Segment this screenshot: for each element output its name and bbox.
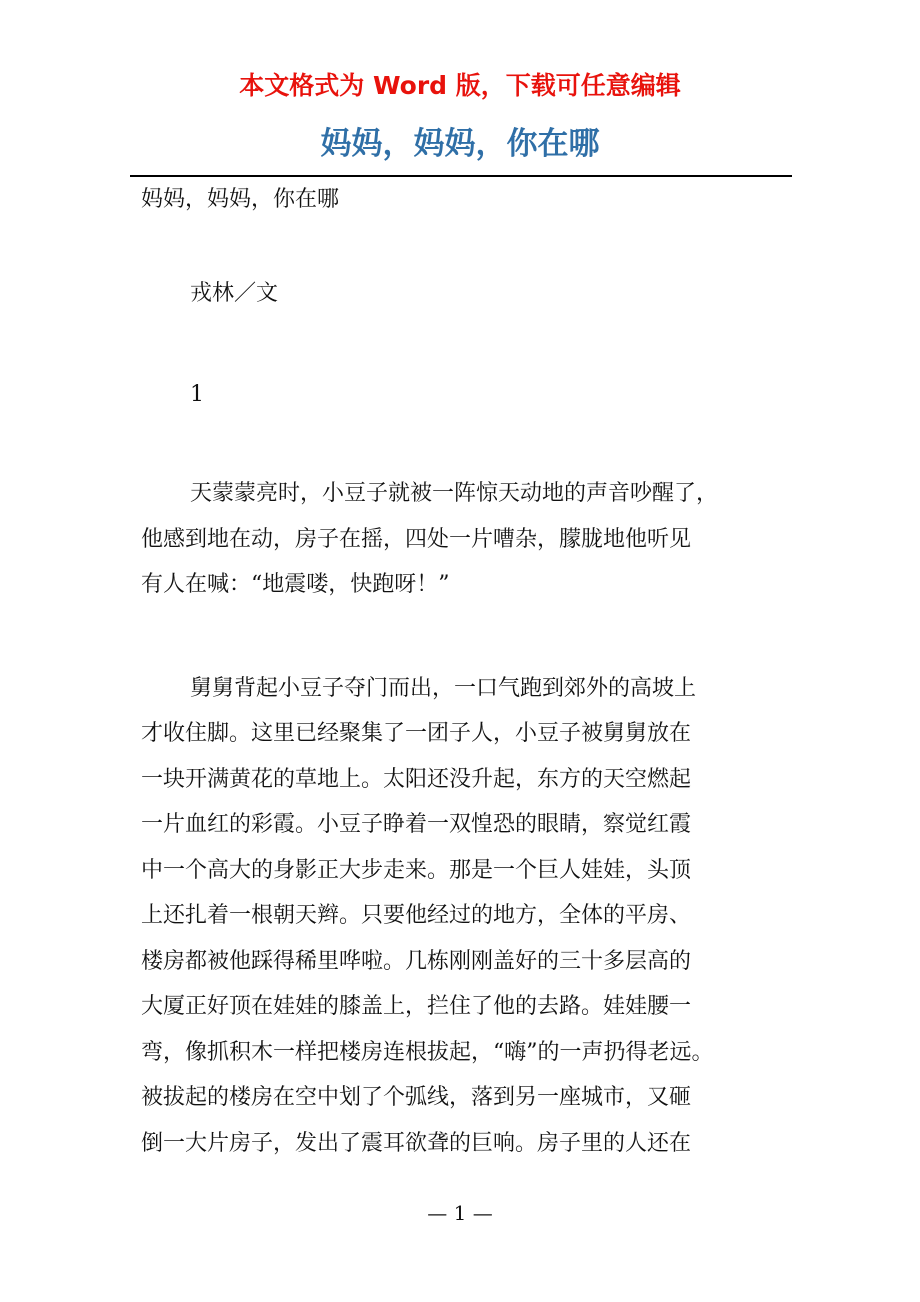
paragraph-line: 中一个高大的身影正大步走来。那是一个巨人娃娃，头顶 bbox=[141, 857, 692, 883]
paragraph-spacer bbox=[141, 317, 801, 372]
paragraph-2 bbox=[141, 666, 801, 1167]
paragraph-line: 一片血红的彩霞。小豆子睁着一双惶恐的眼睛，察觉红霞 bbox=[141, 812, 692, 837]
paragraph-line: 楼房都被他踩得稀里哗啦。几栋刚刚盖好的三十多层高的 bbox=[141, 948, 692, 974]
document-body bbox=[141, 180, 801, 1166]
article-subtitle: 妈妈，妈妈，你在哪 bbox=[141, 187, 340, 212]
section-number: 1 bbox=[190, 381, 204, 407]
paragraph-line: 一块开满黄花的草地上。太阳还没升起，东方的天空燃起 bbox=[141, 766, 692, 792]
paragraph-line: 大厦正好顶在娃娃的膝盖上，拦住了他的去路。娃娃腰一 bbox=[141, 994, 692, 1019]
paragraph-line: 他感到地在动，房子在摇，四处一片嘈杂，朦胧地他听见 bbox=[141, 526, 692, 552]
title-divider bbox=[130, 175, 792, 177]
paragraph-line: 才收住脚。这里已经聚集了一团子人，小豆子被舅舅放在 bbox=[141, 721, 692, 746]
paragraph-spacer bbox=[141, 608, 801, 666]
paragraph-line: 倒一大片房子，发出了震耳欲聋的巨响。房子里的人还在 bbox=[141, 1130, 692, 1156]
paragraph-line: 天蒙蒙亮时，小豆子就被一阵惊天动地的声音吵醒了， bbox=[190, 481, 719, 506]
paragraph-spacer bbox=[141, 417, 801, 471]
page-number: — 1 — bbox=[427, 1201, 493, 1225]
document-title: 妈妈，妈妈，你在哪 bbox=[320, 126, 600, 162]
article-author: 戎林／文 bbox=[190, 281, 279, 306]
paragraph-spacer bbox=[141, 220, 801, 271]
paragraph-line: 上还扎着一根朝天辫。只要他经过的地方，全体的平房、 bbox=[141, 903, 692, 928]
paragraph-1 bbox=[141, 471, 801, 608]
paragraph-line: 舅舅背起小豆子夺门而出，一口气跑到郊外的高坡上 bbox=[190, 675, 697, 701]
paragraph-line: 有人在喊：“地震喽，快跑呀！” bbox=[141, 572, 450, 597]
format-notice-banner: 本文格式为 Word 版，下载可任意编辑 bbox=[239, 71, 681, 100]
paragraph-line: 被拔起的楼房在空中划了个弧线，落到另一座城市，又砸 bbox=[141, 1085, 692, 1110]
paragraph-line: 弯，像抓积木一样把楼房连根拔起，“嗨”的一声扔得老远。 bbox=[141, 1039, 714, 1065]
